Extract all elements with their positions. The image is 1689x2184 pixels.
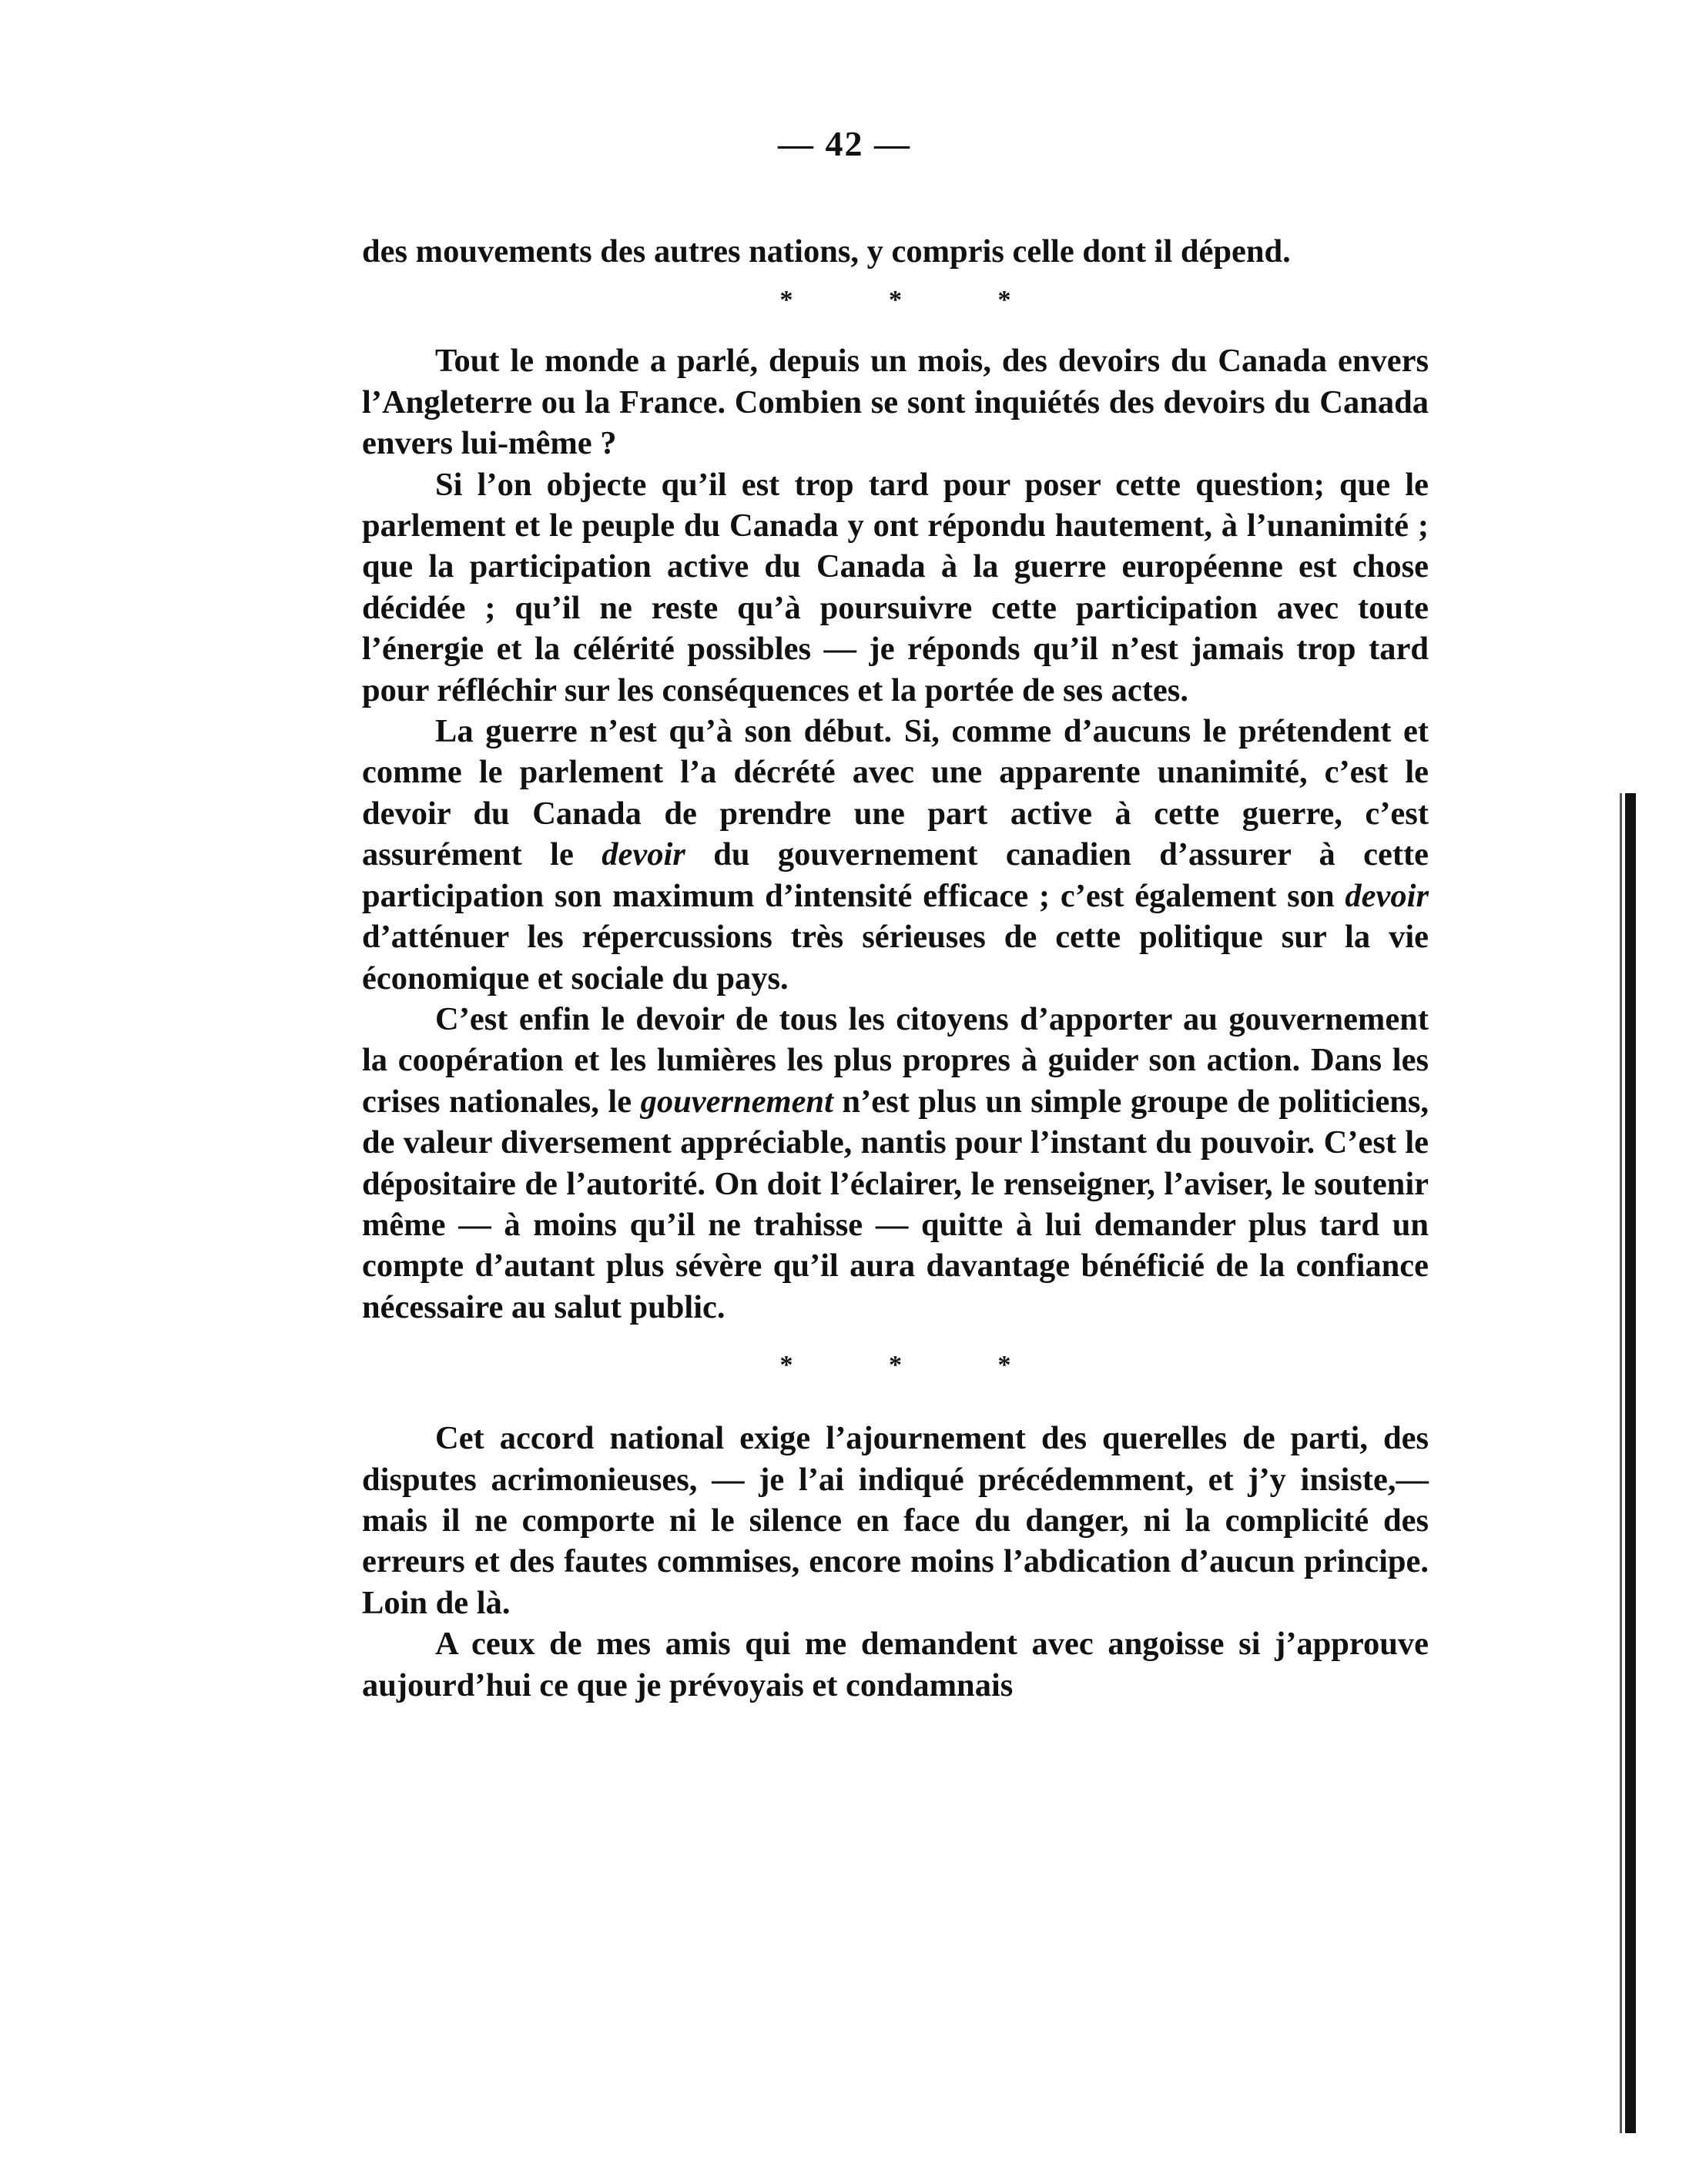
page-number: — 42 — [778, 124, 911, 163]
scan-edge-shadow [1620, 793, 1622, 2133]
paragraph-3-italic-devoir-2: devoir [1345, 877, 1429, 914]
paragraph-4-part-b: n’est plus un simple groupe de politiciens, de valeur diversement appréciable, nantis pour l’instant du pouvoir. C’est le dépositaire de l’autorité. On doit l’éclairer, le renseigner, l’aviser, le soutenir même — à moins qu’il ne trahisse — quitte à lui demander plus tard un compte d’autant plus sévère qu’il aura davantage bénéficié de la confiance nécessaire au salut public. [362, 1083, 1429, 1325]
paragraph-1: Tout le monde a parlé, depuis un mois, des devoirs du Canada envers l’Angleterre ou la France. Combien se sont inquiétés des devoirs du Canada envers lui-même ? [362, 343, 1429, 462]
paragraph-4-italic-gouvernement: gouvernement [640, 1083, 833, 1120]
paragraph-continuation: des mouvements des autres nations, y compris celle dont il dépend. [362, 233, 1291, 270]
paragraph-5: Cet accord national exige l’ajournement des querelles de parti, des disputes acrimonieuses, — je l’ai indiqué précédemment, et j’y insiste,—mais il ne comporte ni le silence en face du danger, ni la complicité des erreurs et des fautes commises, encore moins l’abdication d’aucun principe. Loin de là. [362, 1420, 1429, 1621]
paragraph-3-part-c: d’atténuer les répercussions très sérieuses de cette politique sur la vie économique et sociale du pays. [362, 919, 1429, 997]
page-text [362, 231, 1429, 1706]
paragraph-2: Si l’on objecte qu’il est trop tard pour poser cette question; que le parlement et le peuple du Canada y ont répondu hautement, à l’unanimité ; que la participation active du Canada à la guerre européenne est chose décidée ; qu’il ne reste qu’à poursuivre cette participation avec toute l’énergie et la célérité possibles — je réponds qu’il n’est jamais trop tard pour réfléchir sur les conséquences et la portée de ses actes. [362, 466, 1429, 708]
section-separator-2: * * * [779, 1351, 1056, 1380]
paragraph-3-part-a: La guerre n’est qu’à son début. Si, comme d’aucuns le prétendent et comme le parlement l’a décrété avec une apparente unanimité, c’est le devoir du Canada de prendre une part active à cette guerre, c’est assurément le [362, 713, 1429, 873]
paragraph-4-part-a: C’est enfin le devoir de tous les citoyens d’apporter au gouvernement la coopération et les lumières les plus propres à guider son action. Dans les crises nationales, le [362, 1000, 1429, 1120]
paragraph-3-part-b: du gouvernement canadien d’assurer à cette participation son maximum d’intensité efficace ; c’est également son [362, 836, 1429, 914]
paragraph-3 [362, 711, 1429, 999]
paragraph-3-italic-devoir-1: devoir [602, 836, 685, 873]
paragraph-6: A ceux de mes amis qui me demandent avec angoisse si j’approuve aujourd’hui ce que je prévoyais et condamnais [362, 1626, 1429, 1703]
paragraph-4 [362, 999, 1429, 1328]
scan-edge [1625, 793, 1636, 2133]
section-separator: * * * [779, 286, 1056, 315]
